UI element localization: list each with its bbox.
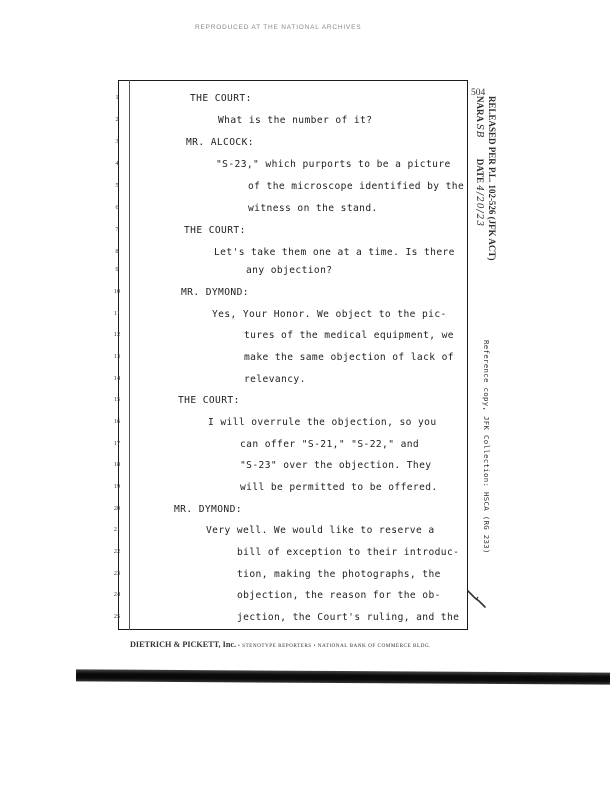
transcript-line: bill of exception to their introduc- <box>237 547 460 558</box>
transcript-line: tion, making the photographs, the <box>237 569 441 580</box>
line-number: 15 <box>113 396 121 403</box>
pen-mark <box>466 588 488 610</box>
transcript-line: witness on the stand. <box>248 203 378 214</box>
line-number: 19 <box>113 483 121 490</box>
footer-separator: • <box>237 643 241 649</box>
line-number: 21 <box>113 526 121 533</box>
reporter-service: STENOTYPE REPORTERS <box>242 643 312 649</box>
line-number: 5 <box>115 182 119 189</box>
release-stamp-line: RELEASED PER P.L. 102-526 (JFK ACT) <box>487 96 497 261</box>
transcript-line: of the microscope identified by the <box>248 181 465 192</box>
release-stamp-date: 4/20/23 <box>474 185 484 228</box>
line-number: 17 <box>113 440 121 447</box>
line-number: 24 <box>113 591 121 598</box>
transcript-line: I will overrule the objection, so you <box>208 417 437 428</box>
line-number: 9 <box>115 266 119 273</box>
transcript-line: relevancy. <box>244 374 306 385</box>
reporter-firm-name: DIETRICH & PICKETT, Inc. <box>130 640 237 649</box>
release-stamp-date-label: DATE <box>475 158 485 184</box>
line-number: 22 <box>113 548 121 555</box>
speaker-label: MR. DYMOND: <box>181 287 249 298</box>
line-number: 4 <box>115 160 119 167</box>
transcript-line: any objection? <box>246 265 333 276</box>
line-number: 16 <box>113 418 121 425</box>
line-number: 1 <box>115 94 119 101</box>
line-number: 10 <box>113 288 121 295</box>
transcript-line: Very well. We would like to reserve a <box>206 525 435 536</box>
release-stamp-agency: NARA <box>475 96 485 122</box>
line-number: 3 <box>115 138 119 145</box>
reporter-address: NATIONAL BANK OF COMMERCE BLDG. <box>317 643 431 649</box>
speaker-label: THE COURT: <box>178 395 240 406</box>
transcript-line: Yes, Your Honor. We object to the pic- <box>212 309 447 320</box>
reference-copy-text: Reference copy, JFK Collection: HSCA (RG 233) <box>482 340 491 554</box>
footer-separator: • <box>313 643 316 649</box>
line-number: 20 <box>113 505 121 512</box>
line-number: 8 <box>115 248 119 255</box>
reporter-footer <box>130 640 431 649</box>
transcript-line: will be permitted to be offered. <box>240 482 438 493</box>
transcript-line: What is the number of it? <box>218 115 373 126</box>
speaker-label: MR. DYMOND: <box>174 504 242 515</box>
transcript-line: objection, the reason for the ob- <box>237 590 441 601</box>
speaker-label: THE COURT: <box>184 225 246 236</box>
line-number: 2 <box>115 116 119 123</box>
transcript-line: "S-23," which purports to be a picture <box>216 159 451 170</box>
transcript-line: make the same objection of lack of <box>244 352 454 363</box>
left-margin-rule <box>129 80 130 630</box>
transcript-line: tures of the medical equipment, we <box>244 330 454 341</box>
archives-header-stamp: REPRODUCED AT THE NATIONAL ARCHIVES <box>195 24 362 31</box>
scan-black-bar <box>76 669 610 684</box>
line-number: 6 <box>115 204 119 211</box>
transcript-line: jection, the Court's ruling, and the <box>237 612 460 623</box>
line-number: 12 <box>113 331 121 338</box>
line-number: 11 <box>113 310 121 317</box>
release-stamp-initials: SB <box>474 123 484 139</box>
transcript-line: "S-23" over the objection. They <box>240 460 432 471</box>
line-number: 7 <box>115 226 119 233</box>
transcript-line: can offer "S-21," "S-22," and <box>240 439 420 450</box>
speaker-label: THE COURT: <box>190 93 252 104</box>
speaker-label: MR. ALCOCK: <box>186 137 254 148</box>
page-number: 504 <box>471 88 486 98</box>
line-number: 13 <box>113 353 121 360</box>
line-number: 14 <box>113 375 121 382</box>
transcript-line: Let's take them one at a time. Is there <box>214 247 455 258</box>
line-number: 18 <box>113 461 121 468</box>
line-number: 25 <box>113 613 121 620</box>
line-number: 23 <box>113 570 121 577</box>
